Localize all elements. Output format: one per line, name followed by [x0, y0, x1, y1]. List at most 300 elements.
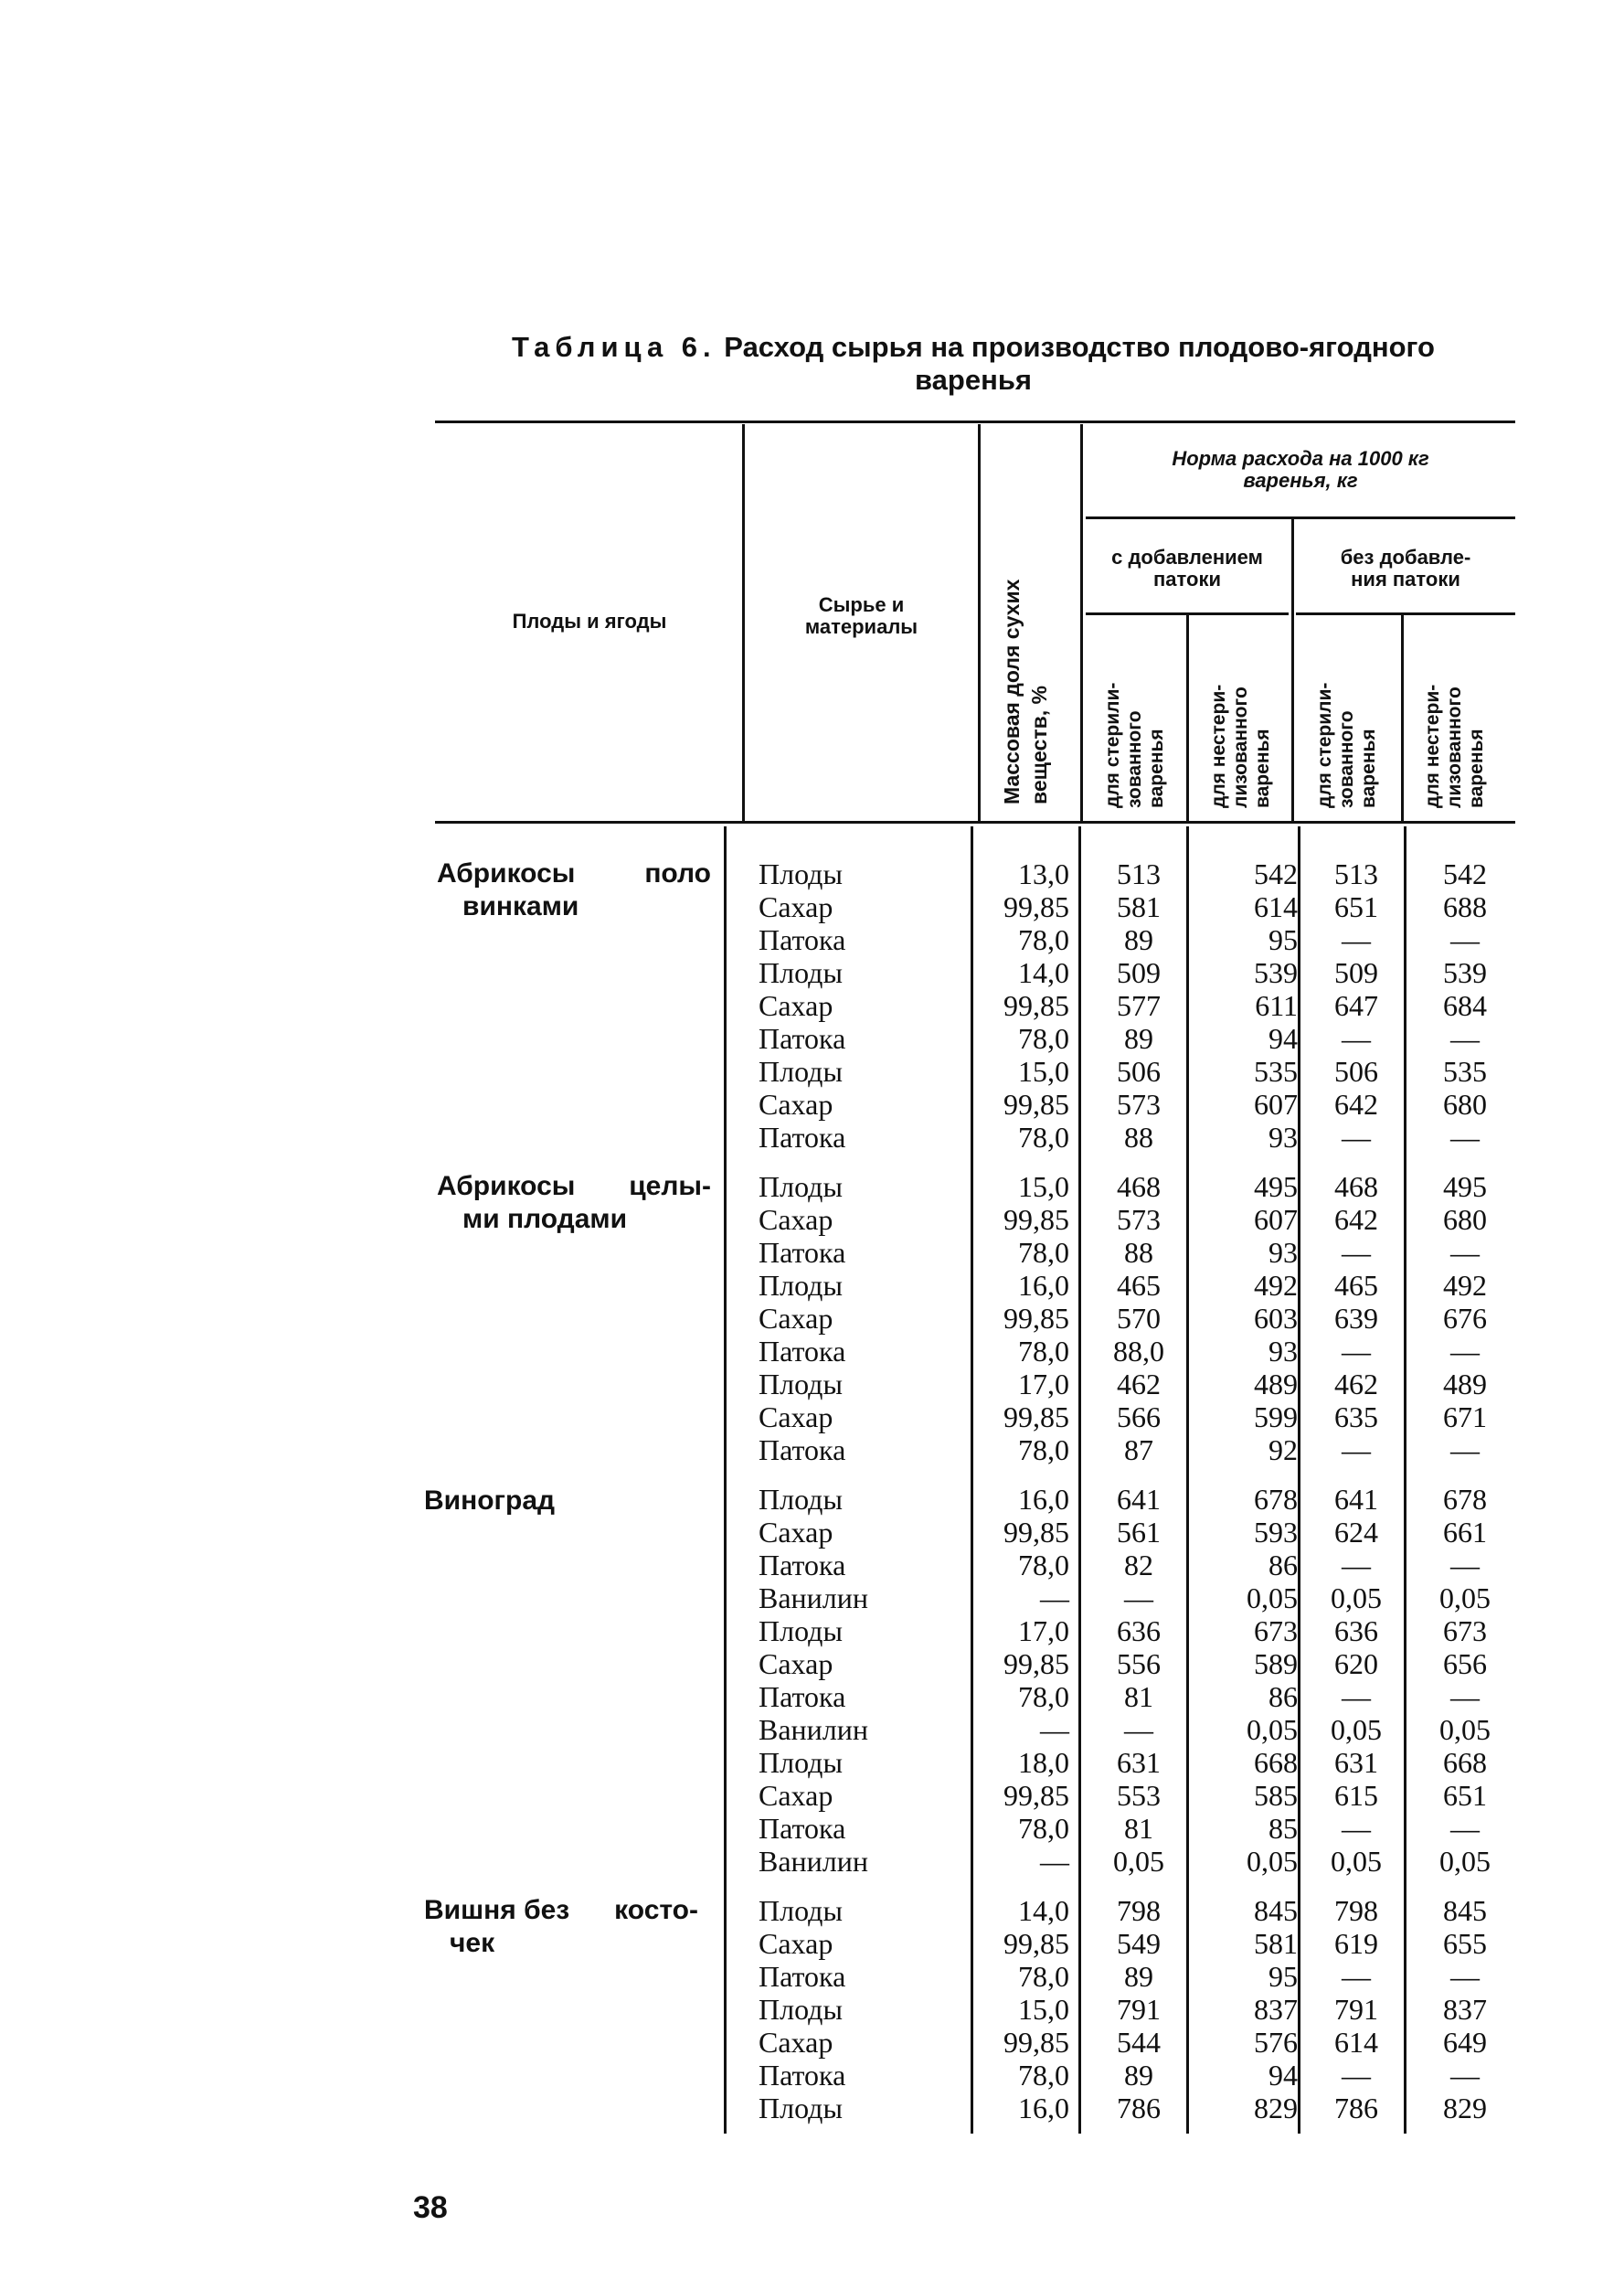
group-label-line1a: Абрикосы [437, 1171, 576, 1201]
cell-mass-fraction: 78,0 [1018, 1236, 1069, 1269]
cell-with-nonsterilized: 0,05 [1247, 1581, 1298, 1614]
cell-with-nonsterilized: 92 [1268, 1433, 1298, 1466]
cell-material: Патока [759, 1680, 846, 1713]
col-rule-materials [978, 424, 981, 821]
table-row [0, 1368, 1624, 1400]
cell-with-sterilized: 81 [1124, 1680, 1153, 1713]
cell-without-sterilized: — [1342, 2059, 1371, 2092]
page-number: 38 [413, 2190, 448, 2225]
cell-mass-fraction: 99,85 [1003, 2026, 1069, 2059]
cell-mass-fraction: 99,85 [1003, 1779, 1069, 1812]
header-with-sterilized-line1: для стерили- [1102, 682, 1123, 808]
cell-without-sterilized: — [1342, 1236, 1371, 1269]
cell-without-sterilized: 791 [1334, 1993, 1378, 2026]
cell-with-nonsterilized: 542 [1254, 857, 1298, 890]
cell-with-sterilized: 573 [1117, 1203, 1161, 1236]
cell-with-sterilized: 89 [1124, 923, 1153, 956]
cell-without-sterilized: — [1342, 1335, 1371, 1368]
group-label-line2: чек [450, 1928, 495, 1958]
cell-with-nonsterilized: 837 [1254, 1993, 1298, 2026]
header-with-sterilized-line2: зованного [1124, 710, 1145, 808]
header-bottom-rule [435, 821, 1515, 824]
cell-mass-fraction: — [1040, 1845, 1069, 1878]
table-top-rule [435, 421, 1515, 423]
cell-material: Сахар [759, 1203, 833, 1236]
caption-label: Таблица 6. [511, 331, 716, 363]
cell-material: Плоды [759, 1746, 843, 1779]
cell-with-sterilized: 566 [1117, 1400, 1161, 1433]
cell-with-sterilized: 513 [1117, 857, 1161, 890]
cell-with-nonsterilized: 492 [1254, 1269, 1298, 1302]
group-label-line1b: целы- [629, 1171, 711, 1201]
table-row [0, 923, 1624, 956]
table-row [0, 1516, 1624, 1549]
cell-material: Плоды [759, 1170, 843, 1203]
table-row [0, 1746, 1624, 1779]
cell-without-sterilized: — [1342, 1960, 1371, 1993]
header-without-molasses-line2: ния патоки [1351, 568, 1460, 591]
cell-without-nonsterilized: — [1450, 1812, 1480, 1845]
col-rule-without-sub [1401, 614, 1404, 821]
cell-with-nonsterilized: 611 [1255, 989, 1298, 1022]
cell-with-nonsterilized: 93 [1268, 1236, 1298, 1269]
cell-mass-fraction: 17,0 [1018, 1614, 1069, 1647]
table-row [0, 2059, 1624, 2092]
cell-material: Патока [759, 2059, 846, 2092]
cell-mass-fraction: 99,85 [1003, 1302, 1069, 1335]
header-with-molasses-line1: с добавлением [1111, 546, 1263, 569]
cell-without-sterilized: 651 [1334, 890, 1378, 923]
cell-mass-fraction: 99,85 [1003, 1927, 1069, 1960]
header-mass-line2: веществ, % [1027, 686, 1051, 804]
cell-without-nonsterilized: — [1450, 2059, 1480, 2092]
cell-with-sterilized: 786 [1117, 2092, 1161, 2124]
cell-mass-fraction: 99,85 [1003, 1088, 1069, 1121]
table-row [0, 1302, 1624, 1335]
cell-without-sterilized: 647 [1334, 989, 1378, 1022]
cell-with-sterilized: 631 [1117, 1746, 1161, 1779]
cell-with-sterilized: 581 [1117, 890, 1161, 923]
header-with-sterilized [1102, 683, 1168, 808]
cell-mass-fraction: 99,85 [1003, 1647, 1069, 1680]
cell-with-sterilized: 88,0 [1113, 1335, 1164, 1368]
cell-with-sterilized: 570 [1117, 1302, 1161, 1335]
cell-material: Плоды [759, 1368, 843, 1400]
cell-material: Сахар [759, 1927, 833, 1960]
cell-without-nonsterilized: 661 [1443, 1516, 1487, 1549]
cell-without-nonsterilized: 649 [1443, 2026, 1487, 2059]
header-fruits: Плоды и ягоды [512, 610, 667, 633]
table-row [0, 1022, 1624, 1055]
cell-material: Патока [759, 1960, 846, 1993]
cell-mass-fraction: 99,85 [1003, 1400, 1069, 1433]
header-with-molasses-line2: патоки [1153, 568, 1221, 591]
cell-mass-fraction: 78,0 [1018, 1549, 1069, 1581]
header-without-nonsterilized-line3: варенья [1466, 729, 1487, 808]
cell-material: Патока [759, 1335, 846, 1368]
cell-with-nonsterilized: 614 [1254, 890, 1298, 923]
cell-with-sterilized: 89 [1124, 1022, 1153, 1055]
cell-without-sterilized: 462 [1334, 1368, 1378, 1400]
cell-material: Сахар [759, 1400, 833, 1433]
cell-with-nonsterilized: 86 [1268, 1680, 1298, 1713]
table-row [0, 1647, 1624, 1680]
cell-with-nonsterilized: 489 [1254, 1368, 1298, 1400]
cell-material: Патока [759, 1812, 846, 1845]
cell-with-sterilized: 88 [1124, 1236, 1153, 1269]
cell-with-nonsterilized: 95 [1268, 923, 1298, 956]
header-without-nonsterilized-line2: лизованного [1444, 687, 1465, 808]
cell-with-sterilized: 556 [1117, 1647, 1161, 1680]
cell-with-sterilized: 506 [1117, 1055, 1161, 1088]
header-with-nonsterilized-line1: для нестери- [1208, 684, 1229, 808]
header-rule-norm [1086, 516, 1515, 519]
cell-with-sterilized: 791 [1117, 1993, 1161, 2026]
cell-without-sterilized: 624 [1334, 1516, 1378, 1549]
header-norm-line2: варенья, кг [1243, 469, 1358, 492]
header-with-nonsterilized-line3: варенья [1252, 729, 1273, 808]
cell-without-sterilized: 631 [1334, 1746, 1378, 1779]
cell-material: Плоды [759, 1483, 843, 1516]
header-materials-line1: Сырье и [818, 593, 905, 616]
table-row [0, 1581, 1624, 1614]
cell-with-sterilized: 87 [1124, 1433, 1153, 1466]
group-label-line1a: Абрикосы [437, 858, 576, 889]
cell-with-nonsterilized: 589 [1254, 1647, 1298, 1680]
group-label-line1a: Виноград [424, 1485, 556, 1516]
cell-mass-fraction: — [1040, 1713, 1069, 1746]
header-norm-line1: Норма расхода на 1000 кг [1172, 447, 1429, 470]
table-row [0, 1088, 1624, 1121]
table-row [0, 1055, 1624, 1088]
cell-material: Патока [759, 923, 846, 956]
cell-material: Плоды [759, 1614, 843, 1647]
cell-without-nonsterilized: 655 [1443, 1927, 1487, 1960]
cell-without-sterilized: — [1342, 1549, 1371, 1581]
cell-material: Плоды [759, 956, 843, 989]
cell-mass-fraction: 78,0 [1018, 923, 1069, 956]
cell-without-nonsterilized: — [1450, 1022, 1480, 1055]
cell-material: Ванилин [759, 1845, 869, 1878]
table-row [0, 2026, 1624, 2059]
cell-with-sterilized: 577 [1117, 989, 1161, 1022]
cell-with-nonsterilized: 93 [1268, 1335, 1298, 1368]
cell-mass-fraction: 78,0 [1018, 1433, 1069, 1466]
cell-without-sterilized: 614 [1334, 2026, 1378, 2059]
cell-without-nonsterilized: — [1450, 923, 1480, 956]
cell-with-nonsterilized: 593 [1254, 1516, 1298, 1549]
cell-mass-fraction: 18,0 [1018, 1746, 1069, 1779]
table-caption [439, 331, 1508, 397]
cell-with-sterilized: — [1124, 1713, 1153, 1746]
group-label-line1b: косто- [614, 1895, 698, 1925]
cell-mass-fraction: 78,0 [1018, 1121, 1069, 1154]
cell-without-nonsterilized: 0,05 [1439, 1581, 1491, 1614]
cell-mass-fraction: 17,0 [1018, 1368, 1069, 1400]
cell-without-nonsterilized: 656 [1443, 1647, 1487, 1680]
cell-with-sterilized: 465 [1117, 1269, 1161, 1302]
cell-mass-fraction: 13,0 [1018, 857, 1069, 890]
table-row [0, 1779, 1624, 1812]
cell-without-sterilized: 619 [1334, 1927, 1378, 1960]
cell-with-sterilized: 82 [1124, 1549, 1153, 1581]
header-mass [998, 580, 1053, 804]
header-materials [745, 594, 978, 638]
cell-without-sterilized: — [1342, 1433, 1371, 1466]
cell-with-sterilized: 509 [1117, 956, 1161, 989]
table-row [0, 1121, 1624, 1154]
cell-mass-fraction: 15,0 [1018, 1170, 1069, 1203]
caption-title-line1: Расход сырья на производство плодово-ягодного [724, 331, 1435, 363]
table-row [0, 1433, 1624, 1466]
cell-without-nonsterilized: — [1450, 1121, 1480, 1154]
cell-with-nonsterilized: 85 [1268, 1812, 1298, 1845]
cell-without-sterilized: — [1342, 1680, 1371, 1713]
cell-with-sterilized: 88 [1124, 1121, 1153, 1154]
cell-with-nonsterilized: 603 [1254, 1302, 1298, 1335]
table-row [0, 1400, 1624, 1433]
cell-material: Сахар [759, 989, 833, 1022]
cell-mass-fraction: 99,85 [1003, 989, 1069, 1022]
table-row [0, 1483, 1624, 1516]
cell-with-nonsterilized: 93 [1268, 1121, 1298, 1154]
table-row [0, 857, 1624, 890]
header-without-sterilized [1314, 683, 1380, 808]
cell-with-nonsterilized: 495 [1254, 1170, 1298, 1203]
cell-with-nonsterilized: 539 [1254, 956, 1298, 989]
cell-with-sterilized: 641 [1117, 1483, 1161, 1516]
cell-material: Ванилин [759, 1581, 869, 1614]
cell-without-sterilized: — [1342, 923, 1371, 956]
cell-material: Сахар [759, 1647, 833, 1680]
table-row [0, 1236, 1624, 1269]
cell-with-nonsterilized: 94 [1268, 2059, 1298, 2092]
cell-mass-fraction: 16,0 [1018, 1483, 1069, 1516]
table-row [0, 890, 1624, 923]
cell-material: Патока [759, 1121, 846, 1154]
cell-material: Патока [759, 1433, 846, 1466]
cell-mass-fraction: 99,85 [1003, 890, 1069, 923]
group-label-line2: ми плодами [462, 1204, 628, 1234]
cell-without-sterilized: 506 [1334, 1055, 1378, 1088]
cell-material: Плоды [759, 857, 843, 890]
cell-without-nonsterilized: — [1450, 1236, 1480, 1269]
group-label-line1b: поло [644, 858, 711, 889]
cell-material: Сахар [759, 1516, 833, 1549]
cell-without-sterilized: 642 [1334, 1203, 1378, 1236]
cell-mass-fraction: 14,0 [1018, 1894, 1069, 1927]
cell-material: Плоды [759, 1993, 843, 2026]
cell-with-sterilized: 468 [1117, 1170, 1161, 1203]
header-without-molasses [1296, 547, 1515, 591]
cell-mass-fraction: 16,0 [1018, 1269, 1069, 1302]
cell-with-sterilized: 561 [1117, 1516, 1161, 1549]
table-row [0, 1680, 1624, 1713]
header-without-nonsterilized [1422, 685, 1488, 808]
cell-without-nonsterilized: 668 [1443, 1746, 1487, 1779]
cell-without-nonsterilized: 680 [1443, 1088, 1487, 1121]
cell-with-sterilized: 89 [1124, 1960, 1153, 1993]
cell-without-sterilized: 636 [1334, 1614, 1378, 1647]
table-row [0, 1927, 1624, 1960]
cell-without-nonsterilized: 837 [1443, 1993, 1487, 2026]
cell-with-nonsterilized: 673 [1254, 1614, 1298, 1647]
cell-without-sterilized: 786 [1334, 2092, 1378, 2124]
cell-with-nonsterilized: 581 [1254, 1927, 1298, 1960]
cell-with-nonsterilized: 86 [1268, 1549, 1298, 1581]
cell-mass-fraction: 15,0 [1018, 1055, 1069, 1088]
cell-mass-fraction: 78,0 [1018, 1960, 1069, 1993]
cell-with-nonsterilized: 599 [1254, 1400, 1298, 1433]
col-rule-with-sub [1186, 614, 1189, 821]
cell-without-sterilized: 641 [1334, 1483, 1378, 1516]
table-row [0, 1203, 1624, 1236]
header-rule-without-molasses [1296, 612, 1515, 615]
cell-without-sterilized: 620 [1334, 1647, 1378, 1680]
cell-with-sterilized: 549 [1117, 1927, 1161, 1960]
group-label-line2: винками [462, 891, 579, 921]
cell-without-sterilized: 513 [1334, 857, 1378, 890]
cell-without-nonsterilized: 676 [1443, 1302, 1487, 1335]
table-row [0, 1269, 1624, 1302]
cell-mass-fraction: 78,0 [1018, 1335, 1069, 1368]
cell-without-nonsterilized: 678 [1443, 1483, 1487, 1516]
cell-material: Плоды [759, 2092, 843, 2124]
col-rule-mass [1080, 424, 1083, 821]
cell-with-sterilized: 462 [1117, 1368, 1161, 1400]
cell-with-nonsterilized: 94 [1268, 1022, 1298, 1055]
cell-without-sterilized: 468 [1334, 1170, 1378, 1203]
cell-without-sterilized: — [1342, 1812, 1371, 1845]
cell-without-nonsterilized: — [1450, 1549, 1480, 1581]
cell-without-sterilized: 0,05 [1331, 1713, 1382, 1746]
cell-with-sterilized: 553 [1117, 1779, 1161, 1812]
header-materials-line2: материалы [804, 615, 918, 638]
caption-title-line2: варенья [915, 364, 1032, 396]
cell-without-sterilized: 635 [1334, 1400, 1378, 1433]
cell-material: Сахар [759, 890, 833, 923]
cell-with-sterilized: 636 [1117, 1614, 1161, 1647]
cell-with-nonsterilized: 95 [1268, 1960, 1298, 1993]
cell-mass-fraction: 15,0 [1018, 1993, 1069, 2026]
header-norm [1086, 448, 1515, 492]
cell-without-nonsterilized: — [1450, 1433, 1480, 1466]
cell-with-nonsterilized: 576 [1254, 2026, 1298, 2059]
cell-without-nonsterilized: 0,05 [1439, 1845, 1491, 1878]
cell-with-nonsterilized: 668 [1254, 1746, 1298, 1779]
cell-without-nonsterilized: 845 [1443, 1894, 1487, 1927]
cell-with-sterilized: 0,05 [1113, 1845, 1164, 1878]
header-mass-line1: Массовая доля сухих [1000, 579, 1024, 804]
cell-without-nonsterilized: — [1450, 1960, 1480, 1993]
cell-mass-fraction: 78,0 [1018, 2059, 1069, 2092]
cell-with-sterilized: 81 [1124, 1812, 1153, 1845]
cell-mass-fraction: 14,0 [1018, 956, 1069, 989]
table-row [0, 1993, 1624, 2026]
cell-material: Плоды [759, 1894, 843, 1927]
cell-material: Патока [759, 1236, 846, 1269]
cell-with-nonsterilized: 0,05 [1247, 1713, 1298, 1746]
cell-without-sterilized: — [1342, 1022, 1371, 1055]
header-with-nonsterilized [1208, 685, 1274, 808]
table-row [0, 1845, 1624, 1878]
cell-with-sterilized: 544 [1117, 2026, 1161, 2059]
cell-without-sterilized: 639 [1334, 1302, 1378, 1335]
header-without-nonsterilized-line1: для нестери- [1422, 684, 1443, 808]
header-without-molasses-line1: без добавле- [1340, 546, 1471, 569]
cell-without-nonsterilized: 680 [1443, 1203, 1487, 1236]
group-label-line1a: Вишня без [424, 1895, 570, 1925]
cell-without-nonsterilized: 673 [1443, 1614, 1487, 1647]
header-without-sterilized-line2: зованного [1336, 710, 1357, 808]
cell-without-nonsterilized: 651 [1443, 1779, 1487, 1812]
cell-without-nonsterilized: — [1450, 1335, 1480, 1368]
header-without-sterilized-line1: для стерили- [1314, 682, 1335, 808]
cell-without-sterilized: 0,05 [1331, 1581, 1382, 1614]
cell-mass-fraction: 99,85 [1003, 1516, 1069, 1549]
cell-material: Плоды [759, 1055, 843, 1088]
cell-material: Ванилин [759, 1713, 869, 1746]
header-without-sterilized-line3: варенья [1358, 729, 1379, 808]
cell-with-sterilized: 89 [1124, 2059, 1153, 2092]
table-row [0, 1170, 1624, 1203]
table-row [0, 1549, 1624, 1581]
cell-without-nonsterilized: 495 [1443, 1170, 1487, 1203]
cell-mass-fraction: 99,85 [1003, 1203, 1069, 1236]
cell-without-nonsterilized: 489 [1443, 1368, 1487, 1400]
cell-without-nonsterilized: 684 [1443, 989, 1487, 1022]
cell-with-nonsterilized: 829 [1254, 2092, 1298, 2124]
cell-without-nonsterilized: 671 [1443, 1400, 1487, 1433]
col-rule-with-without [1291, 518, 1294, 821]
cell-material: Сахар [759, 1088, 833, 1121]
cell-without-nonsterilized: 829 [1443, 2092, 1487, 2124]
cell-with-nonsterilized: 585 [1254, 1779, 1298, 1812]
cell-without-nonsterilized: 535 [1443, 1055, 1487, 1088]
cell-without-sterilized: 465 [1334, 1269, 1378, 1302]
table-row [0, 1335, 1624, 1368]
cell-mass-fraction: 78,0 [1018, 1812, 1069, 1845]
cell-material: Сахар [759, 1779, 833, 1812]
cell-with-sterilized: 798 [1117, 1894, 1161, 1927]
table-row [0, 1713, 1624, 1746]
cell-without-nonsterilized: 492 [1443, 1269, 1487, 1302]
cell-without-nonsterilized: 0,05 [1439, 1713, 1491, 1746]
cell-mass-fraction: 16,0 [1018, 2092, 1069, 2124]
cell-material: Патока [759, 1022, 846, 1055]
cell-with-nonsterilized: 535 [1254, 1055, 1298, 1088]
table-row [0, 1960, 1624, 1993]
cell-with-nonsterilized: 607 [1254, 1088, 1298, 1121]
cell-material: Патока [759, 1549, 846, 1581]
header-with-nonsterilized-line2: лизованного [1230, 687, 1251, 808]
cell-mass-fraction: — [1040, 1581, 1069, 1614]
table-row [0, 956, 1624, 989]
cell-without-nonsterilized: 542 [1443, 857, 1487, 890]
cell-with-nonsterilized: 0,05 [1247, 1845, 1298, 1878]
cell-without-nonsterilized: 688 [1443, 890, 1487, 923]
header-with-sterilized-line3: варенья [1146, 729, 1167, 808]
cell-without-sterilized: 798 [1334, 1894, 1378, 1927]
cell-without-sterilized: 0,05 [1331, 1845, 1382, 1878]
cell-without-sterilized: 509 [1334, 956, 1378, 989]
header-with-molasses [1086, 547, 1289, 591]
table-row [0, 2092, 1624, 2124]
cell-mass-fraction: 78,0 [1018, 1022, 1069, 1055]
cell-material: Сахар [759, 1302, 833, 1335]
table-row [0, 1894, 1624, 1927]
cell-with-nonsterilized: 678 [1254, 1483, 1298, 1516]
